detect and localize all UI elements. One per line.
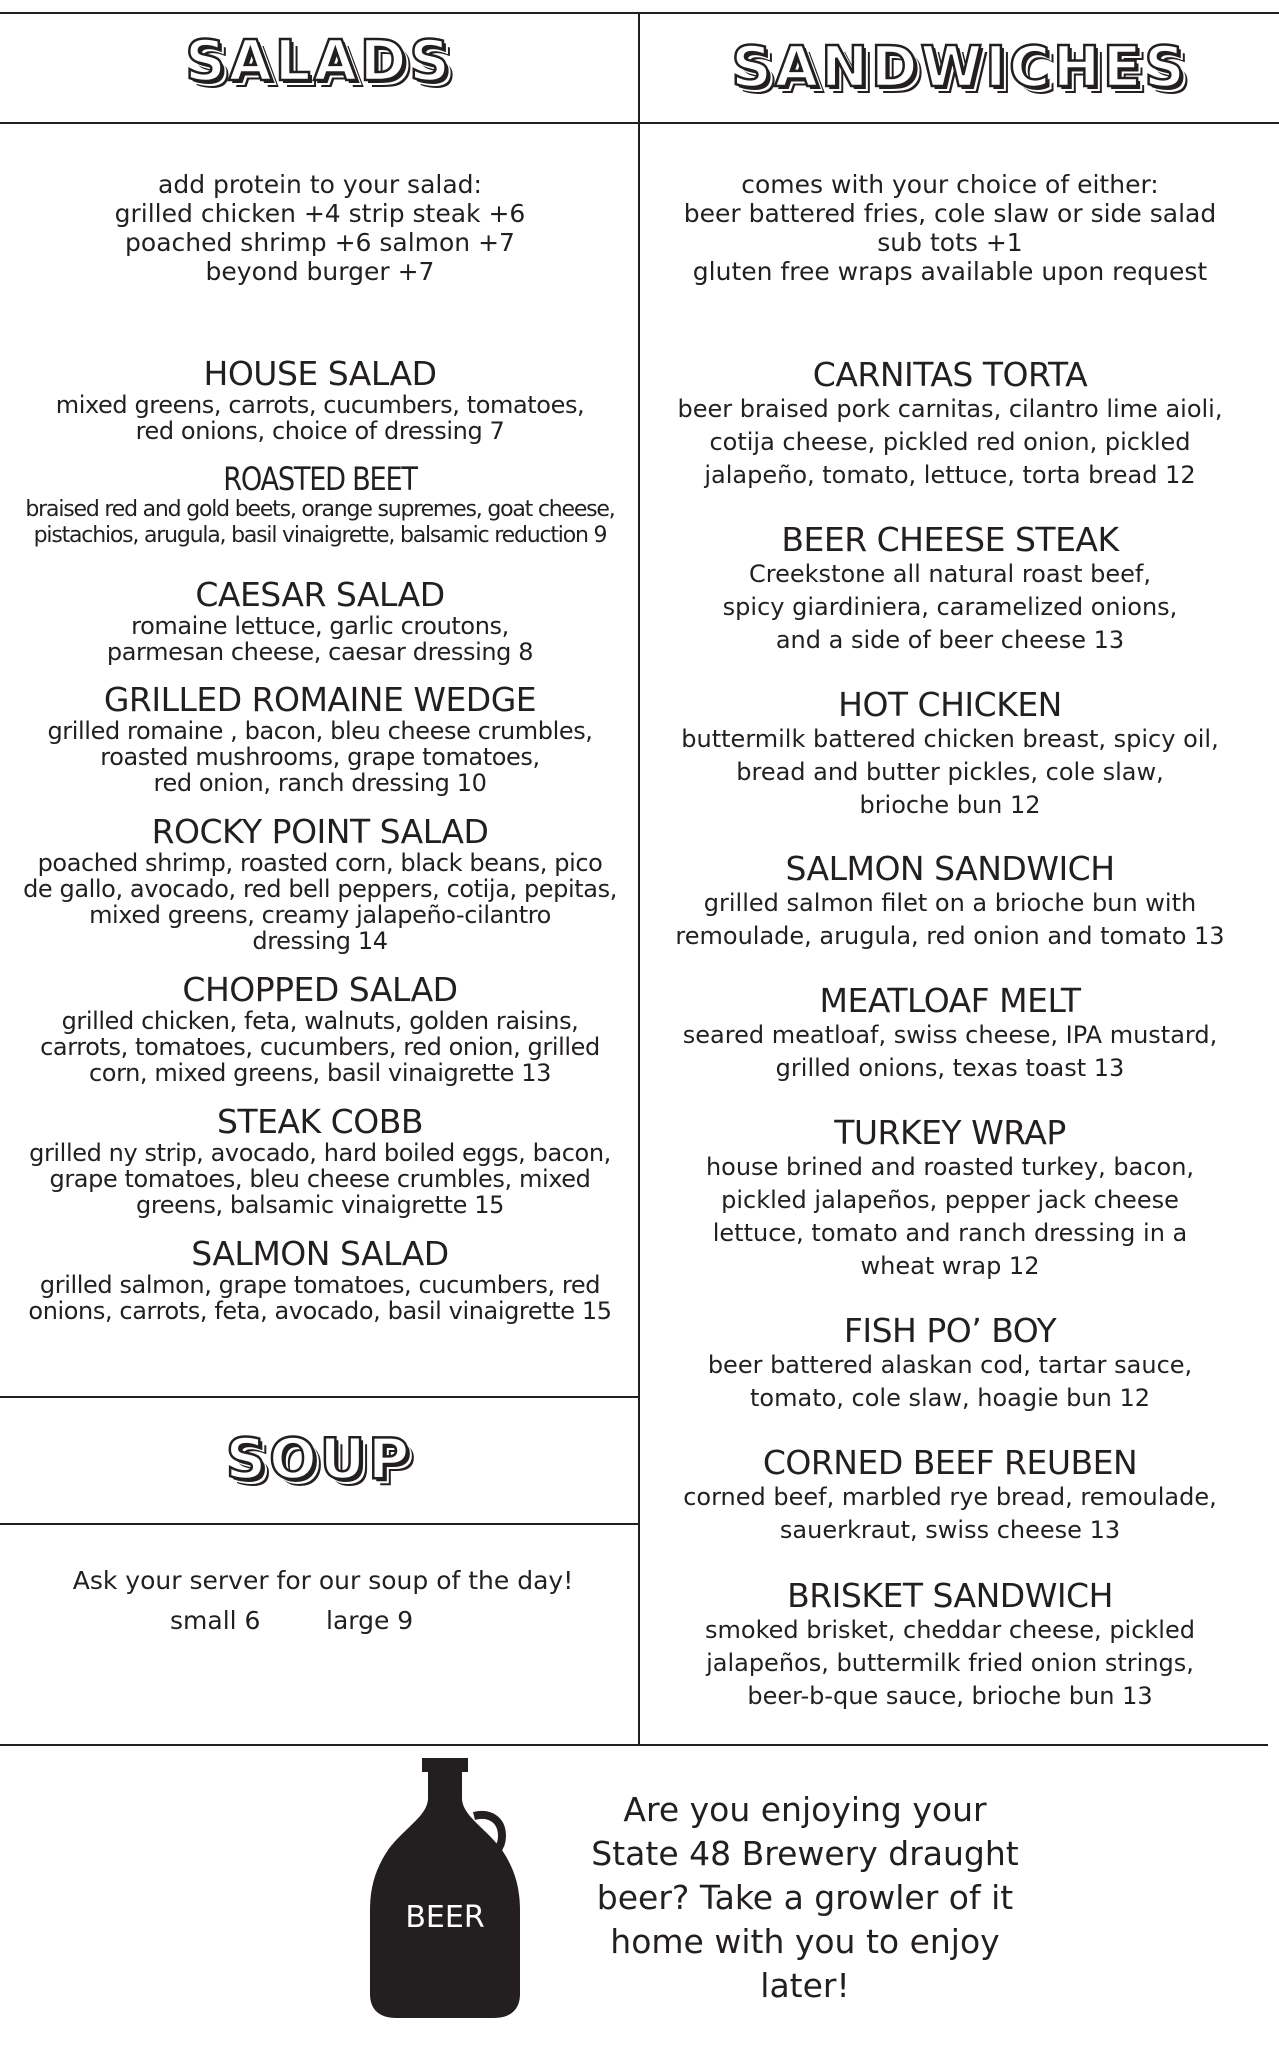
item-desc-line: pistachios, arugula, basil vinaigrette, balsamic reduction 9 [33,523,607,548]
item-desc-line: jalapeño, tomato, lettuce, torta bread 12 [704,461,1196,489]
intro-line: sub tots +1 [877,228,1023,257]
item-name: TURKEY WRAP [834,1113,1066,1152]
menu-item-meatloaf-melt [640,983,1260,1085]
item-name: SALMON SALAD [191,1234,449,1273]
item-desc-line: braised red and gold beets, orange supremes, goat cheese, [25,497,615,522]
item-desc-line: bread and butter pickles, cole slaw, [736,758,1164,786]
item-desc-line: greens, balsamic vinaigrette 15 [136,1191,504,1219]
item-desc-line: pickled jalapeños, pepper jack cheese [721,1186,1179,1214]
menu-item-brisket-sandwich [640,1578,1260,1713]
item-name: CORNED BEEF REUBEN [762,1443,1138,1482]
menu-item-carnitas-torta [640,357,1260,492]
menu-item-fish-po-boy [640,1313,1260,1415]
item-name: BEER CHEESE STEAK [781,520,1119,559]
intro-line: beyond burger +7 [205,257,435,286]
item-desc-line: carrots, tomatoes, cucumbers, red onion, grilled [40,1033,600,1061]
item-desc-line: romaine lettuce, garlic croutons, [131,612,509,640]
item-desc-line: red onions, choice of dressing 7 [135,417,505,445]
salads-heading: SALADS [185,29,453,94]
item-desc-line: seared meatloaf, swiss cheese, IPA mustard, [682,1021,1218,1049]
menu-item-turkey-wrap [640,1115,1260,1283]
item-name: FISH PO’ BOY [843,1311,1057,1350]
item-desc-line: house brined and roasted turkey, bacon, [705,1153,1195,1181]
item-desc-line: corn, mixed greens, basil vinaigrette 13 [89,1059,551,1087]
item-desc-line: grilled romaine , bacon, bleu cheese crumbles, [47,717,593,745]
item-desc-line: grilled onions, texas toast 13 [775,1054,1125,1082]
item-name: SALMON SANDWICH [785,849,1115,888]
item-desc-line: grilled salmon, grape tomatoes, cucumbers, red [39,1271,601,1299]
soup-small-price: small 6 [170,1606,261,1635]
menu-item-house-salad [0,356,640,444]
item-desc-line: onions, carrots, feta, avocado, basil vinaigrette 15 [28,1297,612,1325]
soup-heading: SOUP [225,1427,413,1492]
item-desc-line: grilled salmon filet on a brioche bun with [703,889,1197,917]
intro-line: poached shrimp +6 salmon +7 [125,228,515,257]
item-desc-line: roasted mushrooms, grape tomatoes, [100,743,540,771]
item-desc-line: beer-b-que sauce, brioche bun 13 [747,1682,1153,1710]
soup-bottom-rule [0,1523,638,1525]
item-desc-line: smoked brisket, cheddar cheese, pickled [705,1616,1195,1644]
item-desc-line: corned beef, marbled rye bread, remoulade, [683,1483,1217,1511]
item-desc-line: mixed greens, creamy jalapeño-cilantro [89,901,551,929]
menu-item-caesar-salad [0,577,640,665]
footer-rule [0,1744,1268,1746]
item-desc-line: Creekstone all natural roast beef, [749,560,1151,588]
item-desc-line: de gallo, avocado, red bell peppers, cotija, pepitas, [23,875,617,903]
promo-line: home with you to enjoy [610,1922,1000,1961]
item-name: HOUSE SALAD [203,354,437,393]
item-desc-line: remoulade, arugula, red onion and tomato 13 [675,922,1225,950]
item-desc-line: grape tomatoes, bleu cheese crumbles, mixed [49,1165,591,1193]
item-name: CAESAR SALAD [195,575,445,614]
menu-item-beer-cheese-steak [640,522,1260,657]
menu-item-grilled-romaine-wedge [0,682,640,796]
item-name: CARNITAS TORTA [812,355,1088,394]
item-name: ROASTED BEET [223,460,417,498]
item-desc-line: tomato, cole slaw, hoagie bun 12 [750,1384,1150,1412]
growler-promo [585,1788,1025,2008]
item-desc-line: parmesan cheese, caesar dressing 8 [106,638,534,666]
item-name: MEATLOAF MELT [819,981,1081,1020]
item-name: CHOPPED SALAD [182,970,458,1009]
menu-item-rocky-point-salad [0,814,640,954]
item-desc-line: and a side of beer cheese 13 [775,626,1125,654]
menu-item-salmon-sandwich [640,851,1260,953]
item-name: ROCKY POINT SALAD [151,812,489,851]
promo-line: later! [760,1966,850,2005]
intro-line: comes with your choice of either: [741,170,1159,199]
soup-large-price: large 9 [326,1606,414,1635]
item-desc-line: red onion, ranch dressing 10 [153,769,487,797]
intro-line: beer battered fries, cole slaw or side salad [683,199,1217,228]
item-desc-line: buttermilk battered chicken breast, spicy oil, [681,725,1219,753]
sandwich-sides-intro [640,170,1260,286]
item-desc-line: cotija cheese, pickled red onion, pickled [709,428,1191,456]
menu-item-corned-beef-reuben [640,1445,1260,1547]
item-desc-line: sauerkraut, swiss cheese 13 [779,1516,1121,1544]
header-rule [0,122,1279,124]
item-name: GRILLED ROMAINE WEDGE [103,680,537,719]
item-desc-line: brioche bun 12 [859,791,1041,819]
item-desc-line: lettuce, tomato and ranch dressing in a [712,1219,1188,1247]
item-desc-line: spicy giardiniera, caramelized onions, [722,593,1178,621]
growler-icon [370,1758,520,2018]
soup-of-the-day-text: Ask your server for our soup of the day! [72,1566,574,1595]
item-desc-line: poached shrimp, roasted corn, black beans, pico [37,849,603,877]
intro-line: gluten free wraps available upon request [692,257,1208,286]
item-desc-line: wheat wrap 12 [860,1252,1040,1280]
item-name: HOT CHICKEN [838,685,1062,724]
menu-item-steak-cobb [0,1104,640,1218]
item-name: BRISKET SANDWICH [787,1576,1113,1615]
item-desc-line: grilled chicken, feta, walnuts, golden raisins, [61,1007,579,1035]
sandwiches-heading: SANDWICHES [731,35,1188,100]
item-desc-line: mixed greens, carrots, cucumbers, tomatoes, [55,391,585,419]
growler-label: BEER [405,1900,485,1935]
intro-line: grilled chicken +4 strip steak +6 [114,199,526,228]
item-name: STEAK COBB [217,1102,423,1141]
promo-line: beer? Take a growler of it [596,1878,1014,1917]
menu-item-roasted-beet [0,461,640,549]
item-desc-line: dressing 14 [252,927,388,955]
promo-line: Are you enjoying your [623,1790,987,1829]
menu-item-chopped-salad [0,972,640,1086]
soup-top-rule [0,1396,638,1398]
salad-protein-intro [0,170,640,286]
item-desc-line: beer braised pork carnitas, cilantro lime aioli, [677,395,1223,423]
item-desc-line: grilled ny strip, avocado, hard boiled eggs, bacon, [29,1139,611,1167]
item-desc-line: beer battered alaskan cod, tartar sauce, [707,1351,1193,1379]
intro-line: add protein to your salad: [158,170,482,199]
item-desc-line: jalapeños, buttermilk fried onion strings, [706,1649,1194,1677]
menu-item-hot-chicken [640,687,1260,822]
menu-item-salmon-salad [0,1236,640,1324]
promo-line: State 48 Brewery draught [591,1834,1019,1873]
